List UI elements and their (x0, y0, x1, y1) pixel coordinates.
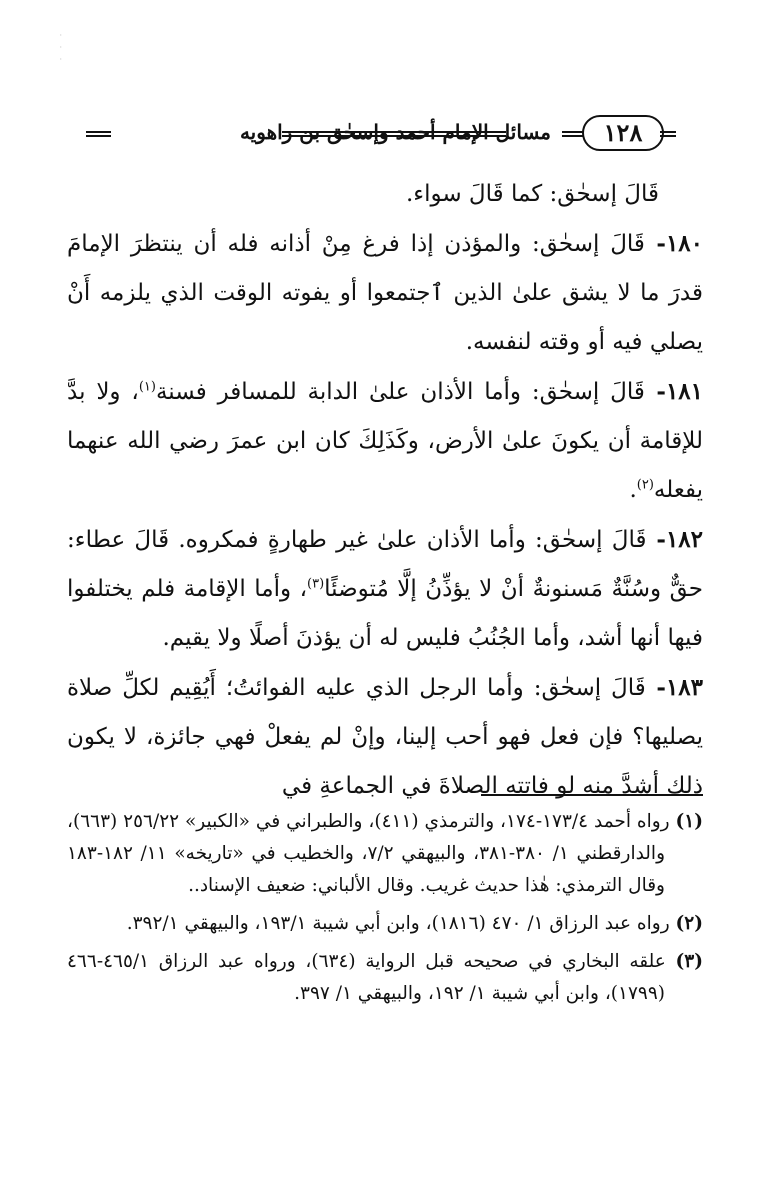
footnote-ref[interactable]: (٣) (307, 576, 325, 592)
footnote-1 (67, 806, 703, 902)
footnote-text: علقه البخاري في صحيحه قبل الرواية (٦٣٤)، ورواه عبد الرزاق ٤٦٥/١-٤٦٦ (١٧٩٩)، وابن أبي شيبة ١/ ١٩٢، والبيهقي ١/ ٣٩٧. (67, 951, 666, 1004)
footnote-text: رواه أحمد ١٧٣/٤-١٧٤، والترمذي (٤١١)، والطبراني في «الكبير» ٢٥٦/٢٢ (٦٦٣)، والدارقطني ١/ ٣٨٠-٣٨١، والبيهقي ٧/٢، والخطيب في «تاريخه» ١١/ ١٨٢-١٨٣ وقال الترمذي: هٰذا حديث غريب. وقال الألباني: ضعيف الإسناد.. (67, 811, 670, 896)
entry-text: ، وأما الإقامة فلم يختلفوا فيها أنها أشد، وأما الجُنُبُ فليس له أن يؤذنَ أصلًا ولا يقيم. (67, 576, 703, 651)
entry-180 (67, 219, 703, 367)
entry-text: ، ولا بدَّ للإقامة أن يكونَ علىٰ الأرض، وكَذَلِكَ كان ابن عمرَ رضي الله عنهما يفعله (67, 379, 703, 503)
entry-text: قَالَ إسحٰق: وأما الرجل الذي عليه الفوائتُ؛ أَيُقِيم لكلِّ صلاة يصليها؟ فإن فعل فهو أحب إلينا، وإنْ لم يفعلْ فهي جائزة، لا يكون ذلك أشدَّ منه لو فاتته الصلاةَ في الجماعةِ في (67, 675, 703, 799)
header-rule-left (86, 131, 111, 137)
running-title: مسائل الإمام أحمد وإسحٰق بن راهويه (239, 120, 551, 144)
footnote-separator (481, 794, 703, 796)
entry-text: . (629, 477, 637, 503)
footnote-text: رواه عبد الرزاق ١/ ٤٧٠ (١٨١٦)، وابن أبي شيبة ١٩٣/١، والبيهقي ٣٩٢/١. (126, 913, 670, 934)
margin-marks: · · · (59, 31, 62, 64)
entry-text: قَالَ إسحٰق: والمؤذن إذا فرغ مِنْ أذانه فله أن ينتظرَ الإمامَ قدرَ ما لا يشق علىٰ الذين ٱجتمعوا أو يفوته الوقت الذي يلزمه أَنْ يصلي فيه أو وقته لنفسه. (67, 231, 703, 355)
footnotes (67, 806, 703, 1016)
footnote-3 (67, 946, 703, 1010)
entry-number: ١٨٣- (645, 674, 703, 701)
footnote-ref[interactable]: (١) (138, 379, 156, 395)
entry-183 (67, 663, 703, 811)
badge-tail-left (562, 131, 584, 137)
entry-number: ١٨١- (644, 378, 704, 405)
footnote-marker: (٣) (675, 951, 703, 972)
main-text (67, 170, 703, 811)
page-header (86, 112, 676, 156)
entry-182 (67, 515, 703, 663)
footnote-marker: (٢) (675, 913, 703, 934)
entry-number: ١٨٠- (644, 230, 703, 257)
entry-number: ١٨٢- (646, 526, 703, 553)
footnote-2 (67, 908, 703, 940)
entry-text: قَالَ إسحٰق: وأما الأذان علىٰ الدابة للمسافر فسنة (155, 379, 645, 405)
footnote-marker: (١) (675, 811, 703, 832)
entry-text: قَالَ إسحٰق: وأما الأذان علىٰ غير طهارةٍ فمكروه. قَالَ عطاء: حقٌّ وسُنَّةٌ مَسنونةٌ أنْ لا يؤذِّنُ إلَّا مُتوضئًا (67, 527, 703, 602)
page-number: ١٢٨ (603, 118, 643, 147)
paragraph-continuation: قَالَ إسحٰق: كما قَالَ سواء. (405, 181, 659, 207)
footnote-ref[interactable]: (٢) (636, 477, 654, 493)
page-number-badge (558, 115, 676, 153)
entry-181 (67, 367, 703, 515)
